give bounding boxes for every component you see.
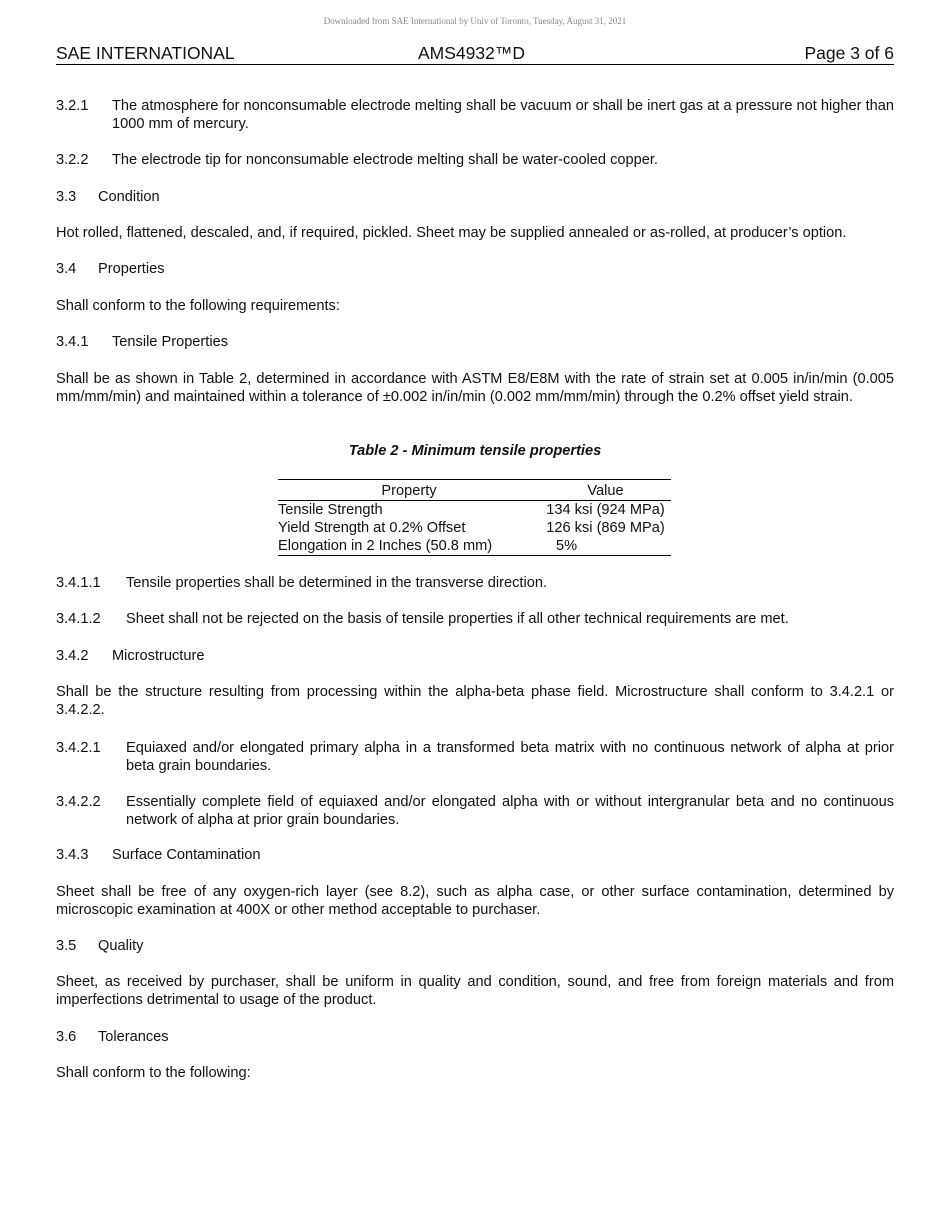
paragraph-microstructure: Shall be the structure resulting from processing within the alpha-beta phase field. Microstructure shall conform to 3.4.2.1 or 3.4.2.2. — [56, 684, 894, 718]
header-document-number: AMS4932™D — [418, 43, 525, 63]
section-3-4-2-1 — [56, 739, 894, 775]
section-text: Tensile properties shall be determined in the transverse direction. — [126, 575, 548, 591]
page-header — [56, 43, 894, 65]
section-3-2-1 — [56, 97, 894, 133]
heading-3-4-1 — [56, 333, 894, 351]
heading-number: 3.3 — [56, 189, 77, 205]
section-number: 3.4.2.2 — [56, 794, 101, 810]
heading-title: Condition — [98, 189, 160, 205]
section-3-4-1-1 — [56, 574, 894, 592]
paragraph-properties: Shall conform to the following requirements: — [56, 298, 340, 314]
paragraph-tensile: Shall be as shown in Table 2, determined in accordance with ASTM E8/E8M with the rate of strain set at 0.005 in/in/min (0.005 mm/mm/min) and maintained within a tolerance of ±0.002 in/in/min (0.002 mm/mm/min) through the 0.2% offset yield strain. — [56, 371, 894, 405]
section-number: 3.4.1.2 — [56, 611, 101, 627]
section-text: The electrode tip for nonconsumable electrode melting shall be water-cooled copper. — [112, 152, 658, 168]
heading-3-4-3 — [56, 846, 894, 864]
section-3-2-2 — [56, 151, 894, 169]
table-caption: Table 2 - Minimum tensile properties — [348, 443, 602, 459]
heading-number: 3.4.1 — [56, 334, 89, 350]
heading-3-4 — [56, 260, 894, 278]
section-text: Sheet shall not be rejected on the basis of tensile properties if all other technical requirements are met. — [126, 611, 789, 627]
cell-property: Tensile Strength — [278, 502, 383, 518]
heading-number: 3.5 — [56, 938, 77, 954]
column-header-property: Property — [278, 480, 540, 501]
heading-3-5 — [56, 937, 894, 955]
heading-3-3 — [56, 188, 894, 206]
table-row — [278, 501, 671, 520]
cell-value: 134 ksi (924 MPa) — [546, 502, 665, 518]
paragraph-tolerances: Shall conform to the following: — [56, 1065, 251, 1081]
section-number: 3.2.1 — [56, 98, 89, 114]
table-header-row — [278, 480, 671, 501]
section-text: The atmosphere for nonconsumable electrode melting shall be vacuum or shall be inert gas at a pressure not higher than 1000 mm of mercury. — [112, 98, 894, 132]
section-3-4-2-2 — [56, 793, 894, 829]
section-number: 3.4.2.1 — [56, 740, 101, 756]
heading-title: Properties — [98, 261, 165, 277]
header-organization: SAE INTERNATIONAL — [56, 43, 235, 63]
paragraph-surface-contamination: Sheet shall be free of any oxygen-rich layer (see 8.2), such as alpha case, or other surface contamination, determined by microscopic examination at 400X or other method acceptable to purchaser. — [56, 884, 894, 918]
heading-number: 3.4.3 — [56, 847, 89, 863]
section-3-4-1-2 — [56, 610, 894, 628]
paragraph-quality: Sheet, as received by purchaser, shall be uniform in quality and condition, sound, and free from foreign materials and from imperfections detrimental to usage of the product. — [56, 974, 894, 1008]
section-number: 3.2.2 — [56, 152, 89, 168]
cell-property: Elongation in 2 Inches (50.8 mm) — [278, 537, 540, 556]
heading-number: 3.4.2 — [56, 648, 89, 664]
cell-value: 5% — [540, 537, 671, 556]
tensile-properties-table — [278, 479, 671, 556]
heading-title: Quality — [98, 938, 144, 954]
table-row — [278, 519, 671, 537]
heading-title: Tensile Properties — [112, 334, 228, 350]
paragraph-condition: Hot rolled, flattened, descaled, and, if required, pickled. Sheet may be supplied annealed or as-rolled, at producer’s option. — [56, 225, 847, 241]
header-page-number: Page 3 of 6 — [804, 43, 894, 63]
cell-value: 126 ksi (869 MPa) — [546, 520, 665, 536]
heading-title: Tolerances — [98, 1029, 169, 1045]
heading-3-6 — [56, 1028, 894, 1046]
table-row — [278, 537, 671, 556]
heading-3-4-2 — [56, 647, 894, 665]
download-watermark: Downloaded from SAE International by Univ of Toronto, Tuesday, August 31, 2021 — [323, 16, 627, 26]
heading-title: Surface Contamination — [112, 847, 261, 863]
column-header-value: Value — [540, 480, 671, 501]
heading-title: Microstructure — [112, 648, 205, 664]
heading-number: 3.6 — [56, 1029, 77, 1045]
section-text: Essentially complete field of equiaxed and/or elongated alpha with or without intergranular beta and no continuous network of alpha at prior grain boundaries. — [126, 794, 894, 828]
cell-property: Yield Strength at 0.2% Offset — [278, 520, 466, 536]
section-number: 3.4.1.1 — [56, 575, 101, 591]
section-text: Equiaxed and/or elongated primary alpha in a transformed beta matrix with no continuous network of alpha at prior beta grain boundaries. — [126, 740, 894, 774]
heading-number: 3.4 — [56, 261, 77, 277]
